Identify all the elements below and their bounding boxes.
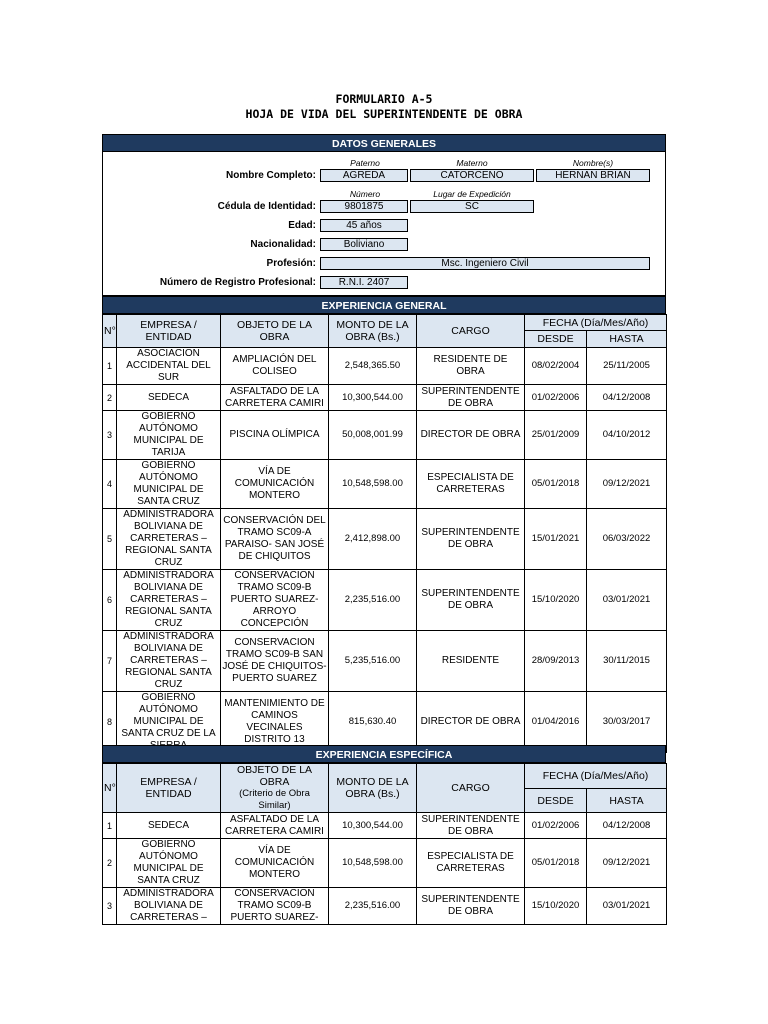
row-cargo: SUPERINTENDENTE DE OBRA: [417, 385, 525, 411]
ci-numero-field[interactable]: 9801875: [320, 200, 408, 213]
row-objeto: CONSERVACION TRAMO SC09-B SAN JOSÉ DE CHIQUITOS-PUERTO SUAREZ: [221, 631, 329, 692]
row-empresa: GOBIERNO AUTÓNOMO MUNICIPAL DE SANTA CRUZ: [117, 839, 221, 888]
col-header-objeto: OBJETO DE LA OBRA: [221, 315, 329, 348]
row-hasta: 03/01/2021: [587, 888, 667, 925]
paterno-caption: Paterno: [350, 158, 380, 168]
col-header-desde: DESDE: [525, 331, 587, 348]
row-desde: 01/04/2016: [525, 692, 587, 753]
row-number: 2: [103, 839, 117, 888]
row-empresa: ADMINISTRADORA BOLIVIANA DE CARRETERAS – REGIONAL SANTA CRUZ: [117, 570, 221, 631]
row-cargo: SUPERINTENDENTE DE OBRA: [417, 509, 525, 570]
row-hasta: 04/12/2008: [587, 385, 667, 411]
row-number: 1: [103, 348, 117, 385]
table-row: [103, 888, 667, 925]
row-cargo: DIRECTOR DE OBRA: [417, 692, 525, 753]
row-empresa: SEDECA: [117, 385, 221, 411]
row-hasta: 30/03/2017: [587, 692, 667, 753]
row-number: 8: [103, 692, 117, 753]
row-objeto: ASFALTADO DE LA CARRETERA CAMIRI: [221, 385, 329, 411]
table-row: [103, 692, 667, 753]
row-empresa: ADMINISTRADORA BOLIVIANA DE CARRETERAS – REGIONAL SANTA CRUZ: [117, 509, 221, 570]
materno-caption: Materno: [456, 158, 488, 168]
nombre-completo-label: Nombre Completo:: [226, 170, 316, 181]
cedula-label: Cédula de Identidad:: [217, 201, 316, 212]
row-objeto: MANTENIMIENTO DE CAMINOS VECINALES DISTRITO 13: [221, 692, 329, 753]
experiencia-general-table: [102, 314, 667, 753]
row-cargo: DIRECTOR DE OBRA: [417, 411, 525, 460]
nombres-field[interactable]: HERNAN BRIAN: [536, 169, 650, 182]
row-hasta: 09/12/2021: [587, 839, 667, 888]
row-hasta: 06/03/2022: [587, 509, 667, 570]
row-objeto: AMPLIACIÓN DEL COLISEO: [221, 348, 329, 385]
col-header-fecha: FECHA (Día/Mes/Año): [525, 315, 667, 331]
row-empresa: ASOCIACION ACCIDENTAL DEL SUR: [117, 348, 221, 385]
row-hasta: 03/01/2021: [587, 570, 667, 631]
col-header-empresa: EMPRESA / ENTIDAD: [117, 764, 221, 813]
row-desde: 15/10/2020: [525, 888, 587, 925]
table-row: [103, 385, 667, 411]
edad-field[interactable]: 45 años: [320, 219, 408, 232]
nacionalidad-label: Nacionalidad:: [250, 239, 316, 250]
row-objeto: CONSERVACION TRAMO SC09-B PUERTO SUAREZ-: [221, 888, 329, 925]
row-cargo: RESIDENTE DE OBRA: [417, 348, 525, 385]
table-row: [103, 460, 667, 509]
col-header-monto: MONTO DE LA OBRA (Bs.): [329, 315, 417, 348]
row-empresa: ADMINISTRADORA BOLIVIANA DE CARRETERAS – REGIONAL SANTA CRUZ: [117, 631, 221, 692]
col-header-monto: MONTO DE LA OBRA (Bs.): [329, 764, 417, 813]
row-hasta: 30/11/2015: [587, 631, 667, 692]
col-header-fecha: FECHA (Día/Mes/Año): [525, 764, 667, 789]
row-cargo: SUPERINTENDENTE DE OBRA: [417, 888, 525, 925]
table-row: [103, 839, 667, 888]
col-header-n: N°: [103, 764, 117, 813]
row-monto: 10,548,598.00: [329, 839, 417, 888]
lugar-caption: Lugar de Expedición: [433, 189, 511, 199]
registro-field[interactable]: R.N.I. 2407: [320, 276, 408, 289]
row-cargo: SUPERINTENDENTE DE OBRA: [417, 813, 525, 839]
row-monto: 10,300,544.00: [329, 385, 417, 411]
nacionalidad-field[interactable]: Boliviano: [320, 238, 408, 251]
edad-label: Edad:: [288, 220, 316, 231]
row-desde: 01/02/2006: [525, 813, 587, 839]
row-empresa: SEDECA: [117, 813, 221, 839]
row-monto: 815,630.40: [329, 692, 417, 753]
row-number: 5: [103, 509, 117, 570]
ci-lugar-field[interactable]: SC: [410, 200, 534, 213]
col-header-hasta: HASTA: [587, 331, 667, 348]
datos-generales-header: DATOS GENERALES: [102, 134, 666, 152]
col-header-objeto-subtitle: (Criterio de Obra Similar): [239, 788, 310, 811]
row-hasta: 09/12/2021: [587, 460, 667, 509]
row-objeto: PISCINA OLÍMPICA: [221, 411, 329, 460]
col-header-empresa: EMPRESA / ENTIDAD: [117, 315, 221, 348]
row-objeto: VÍA DE COMUNICACIÓN MONTERO: [221, 839, 329, 888]
table-row: [103, 570, 667, 631]
row-number: 2: [103, 385, 117, 411]
row-desde: 01/02/2006: [525, 385, 587, 411]
col-header-objeto-title: OBJETO DE LA OBRA: [236, 764, 313, 788]
row-desde: 15/01/2021: [525, 509, 587, 570]
col-header-desde: DESDE: [525, 789, 587, 813]
row-monto: 2,548,365.50: [329, 348, 417, 385]
row-cargo: RESIDENTE: [417, 631, 525, 692]
form-title: FORMULARIO A-5: [335, 92, 433, 106]
row-desde: 05/01/2018: [525, 460, 587, 509]
row-objeto: CONSERVACION TRAMO SC09-B PUERTO SUAREZ- ARROYO CONCEPCIÓN: [221, 570, 329, 631]
row-objeto: CONSERVACIÓN DEL TRAMO SC09-A PARAISO- SAN JOSÉ DE CHIQUITOS: [221, 509, 329, 570]
row-desde: 08/02/2004: [525, 348, 587, 385]
row-monto: 2,412,898.00: [329, 509, 417, 570]
row-desde: 28/09/2013: [525, 631, 587, 692]
row-objeto: ASFALTADO DE LA CARRETERA CAMIRI: [221, 813, 329, 839]
experiencia-general-header: EXPERIENCIA GENERAL: [102, 296, 666, 314]
row-number: 7: [103, 631, 117, 692]
row-monto: 2,235,516.00: [329, 570, 417, 631]
row-number: 3: [103, 888, 117, 925]
numero-caption: Número: [349, 189, 381, 199]
row-hasta: 04/10/2012: [587, 411, 667, 460]
materno-field[interactable]: CATORCENO: [410, 169, 534, 182]
experiencia-especifica-header: EXPERIENCIA ESPECÍFICA: [102, 745, 666, 763]
row-empresa: GOBIERNO AUTÓNOMO MUNICIPAL DE SANTA CRUZ: [117, 460, 221, 509]
experiencia-especifica-table: [102, 763, 667, 925]
table-row: [103, 631, 667, 692]
row-cargo: ESPECIALISTA DE CARRETERAS: [417, 460, 525, 509]
profesion-field[interactable]: Msc. Ingeniero Civil: [320, 257, 650, 270]
col-header-n: N°: [103, 315, 117, 348]
row-hasta: 04/12/2008: [587, 813, 667, 839]
row-cargo: ESPECIALISTA DE CARRETERAS: [417, 839, 525, 888]
registro-label: Número de Registro Profesional:: [159, 277, 316, 288]
row-monto: 50,008,001.99: [329, 411, 417, 460]
form-subtitle: HOJA DE VIDA DEL SUPERINTENDENTE DE OBRA: [245, 107, 523, 121]
row-number: 6: [103, 570, 117, 631]
col-header-hasta: HASTA: [587, 789, 667, 813]
table-row: [103, 509, 667, 570]
row-objeto: VÍA DE COMUNICACIÓN MONTERO: [221, 460, 329, 509]
table-row: [103, 813, 667, 839]
row-desde: 15/10/2020: [525, 570, 587, 631]
paterno-field[interactable]: AGREDA: [320, 169, 408, 182]
row-monto: 10,548,598.00: [329, 460, 417, 509]
row-empresa: ADMINISTRADORA BOLIVIANA DE CARRETERAS –: [117, 888, 221, 925]
col-header-cargo: CARGO: [417, 315, 525, 348]
row-monto: 10,300,544.00: [329, 813, 417, 839]
row-number: 1: [103, 813, 117, 839]
nombres-caption: Nombre(s): [572, 158, 614, 168]
col-header-objeto: [221, 764, 329, 813]
row-number: 4: [103, 460, 117, 509]
table-row: [103, 348, 667, 385]
row-desde: 25/01/2009: [525, 411, 587, 460]
table-row: [103, 411, 667, 460]
row-cargo: SUPERINTENDENTE DE OBRA: [417, 570, 525, 631]
col-header-cargo: CARGO: [417, 764, 525, 813]
row-desde: 05/01/2018: [525, 839, 587, 888]
row-monto: 5,235,516.00: [329, 631, 417, 692]
row-empresa: GOBIERNO AUTÓNOMO MUNICIPAL DE TARIJA: [117, 411, 221, 460]
profesion-label: Profesión:: [266, 258, 316, 269]
row-hasta: 25/11/2005: [587, 348, 667, 385]
row-monto: 2,235,516.00: [329, 888, 417, 925]
row-empresa: GOBIERNO AUTÓNOMO MUNICIPAL DE SANTA CRUZ DE LA: [117, 692, 221, 753]
row-number: 3: [103, 411, 117, 460]
